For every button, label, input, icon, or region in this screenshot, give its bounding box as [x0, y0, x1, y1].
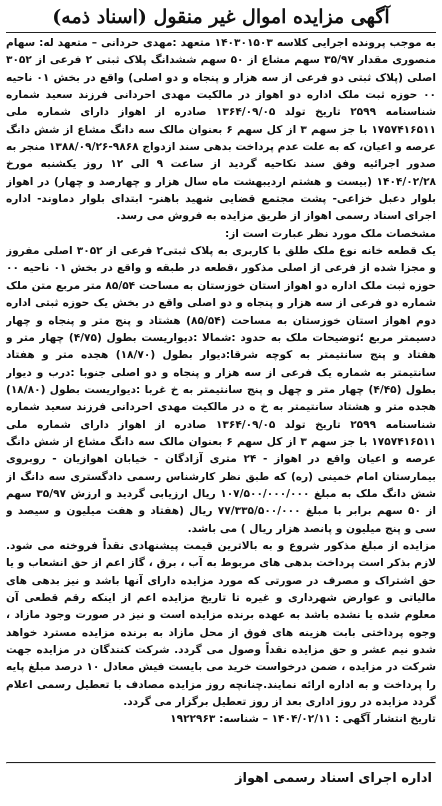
notice-title: آگهی مزایده اموال غیر منقول (اسناد ذمه)	[6, 2, 436, 33]
notice-paragraph-property-heading: مشخصات ملک مورد نظر عبارت است از:	[224, 227, 436, 240]
notice-body	[6, 35, 436, 753]
notice-paragraph-case: به موجب پرونده اجرایی کلاسه ۱۴۰۳۰۱۵۰۳ متعهد :مهدی حردانی – متعهد له: سهام منصوری مقدار ۳۵/۹۷ سهم مشاع از ۵۰ سهم ششدانگ پلاک ثبتی ۲ فرعی از ۳۰۵۲ اصلی (پلاک ثبتی دو فرعی از سه هزار و پنجاه و دو اصلی) واقع در بخش ۰۱ ناحیه ۰۰ حوزه ثبت ملک اداره دو اهواز در مالکیت مهدی احردانی فرزند سعید شماره شناسنامه ۲۵۹۹ تاریخ تولد ۱۳۶۴/۰۹/۰۵ صادره از اهواز دارای شماره ملی ۱۷۵۷۴۱۶۵۱۱ با جز سهم ۳ از کل سهم ۶ بعنوان مالک سه دانگ مشاع از شش دانگ عرصه و اعیان، که به علت عدم پرداخت بدهی سند ازدواج ۹۸۶۸-۱۳۸۸/۰۹/۲۶ منجر به صدور اجرائیه وفق سند نکاحیه گردید از ساعت ۹ الی ۱۲ روز یکشنبه مورخ ۱۴۰۴/۰۲/۲۸ (بیست و هشتم اردیبهشت ماه سال هزار و چهارصد و چهار) در اهواز بلوار دعبل خزاعی- پشت مجتمع قضایی شهید باهنر- ابتدای بلوار دماوند- اداره اجرای اسناد رسمی اهواز از طریق مزایده به فروش می رسد.	[6, 37, 436, 223]
notice-paragraph-conditions: مزایده از مبلغ مذکور شروع و به بالاترین قیمت پیشنهادی نقداً فروخته می شود. لازم بذکر است پرداخت بدهی های مربوط به آب ، برق ، گاز اعم از حق انشعاب و یا حق اشتراک و مصرف در صورتی که مورد مزایده دارای آنها باشد و نیز بدهی های مالیاتی و عوارض شهرداری و غیره تا تاریخ مزایده اعم از اینکه رقم قطعی آن معلوم شده یا نشده باشد به عهده برنده مزایده است و نیز در صورت وجود مازاد ، وجوه پرداختی بابت هزینه های فوق از محل مازاد به برنده مزایده مسترد خواهد شدو نیم عشر و حق مزایده نقداً وصول می گردد. شرکت کنندگان در مزایده جهت شرکت در مزایده ، ضمن درخواست خرید می بایست فیش معادل ۱۰ درصد مبلغ پایه را پرداخت و به اداره ارائه نمایند.چنانچه روز مزایده مصادف با تعطیل رسمی اعلام گردد مزایده در روز اداری بعد از روز تعطیل برگزار می گردد.	[6, 539, 436, 709]
notice-publication-date: تاریخ انتشار آگهی : ۱۴۰۴/۰۲/۱۱ – شناسه: ۱۹۲۲۹۶۳	[170, 713, 436, 726]
notice-paragraph-property-details: یک قطعه خانه نوع ملک طلق با کاربری به پلاک ثبتی۲ فرعی از ۳۰۵۲ اصلی مفروز و مجزا شده از فرعی از اصلی مذکور ،قطعه در طبقه و واقع در بخش ۰۱ ناحیه ۰۰ حوزه ثبت ملک اداره دو اهواز استان خوزستان به مساحت ۸۵/۵۴ متر مربع متن ملک شماره دو فرعی از سه هزار و پنجاه و دو اصلی واقع در بخش یک حوزه ثبتی اداره دوم اهواز استان خوزستان به مساحت (۸۵/۵۴) هشتاد و پنج متر و پنجاه و چهار دسیمتر مربع ؛توضیحات ملک به حدود :شمالا :دیواریست بطول (۴/۷۵) چهار متر و هفتاد و پنج سانتیمتر به کوچه شرقا:دیوار بطول (۱۸/۷۰) هجده متر و هفتاد سانتیمتر به شماره یک فرعی از سه هزار و پنجاه و دو اصلی جنوبا :درب و دیوار بطول (۴/۴۵) چهار متر و چهل و پنج سانتیمتر به خ غربا :دیواریست بطول (۱۸/۸۰) هجده متر و هشتاد سانتیمتر به خ ه در مالکیت مهدی احردانی فرزند سعید شماره شناسنامه ۲۵۹۹ تاریخ تولد ۱۳۶۴/۰۹/۰۵ صادره از اهواز دارای شماره ملی ۱۷۵۷۴۱۶۵۱۱ با جز سهم ۳ از کل سهم ۶ بعنوان مالک سه دانگ مشاع از شش دانگ عرصه و اعیان واقع در اهواز - ۲۴ متری آزادگان - خیابان اهوازیان - روبروی بیمارستان امام خمینی (ره) که طبق نظر کارشناس رسمی دادگستری سه دانگ از شش دانگ ملک به مبلغ ۱۰۷/۵۰۰/۰۰۰/۰۰۰ ریال ارزیابی گردید و ارزش ۳۵/۹۷ سهم از ۵۰ سهم برابر با مبلغ ۷۷/۳۳۵/۵۰۰/۰۰۰ ریال (هفتاد و هفت میلیون و سیصد و سی و پنج میلیون و پانصد هزار ریال ) می باشد.	[6, 245, 436, 535]
notice-footer	[6, 762, 436, 802]
issuing-office: اداره اجرای اسناد رسمی اهواز	[235, 771, 432, 786]
